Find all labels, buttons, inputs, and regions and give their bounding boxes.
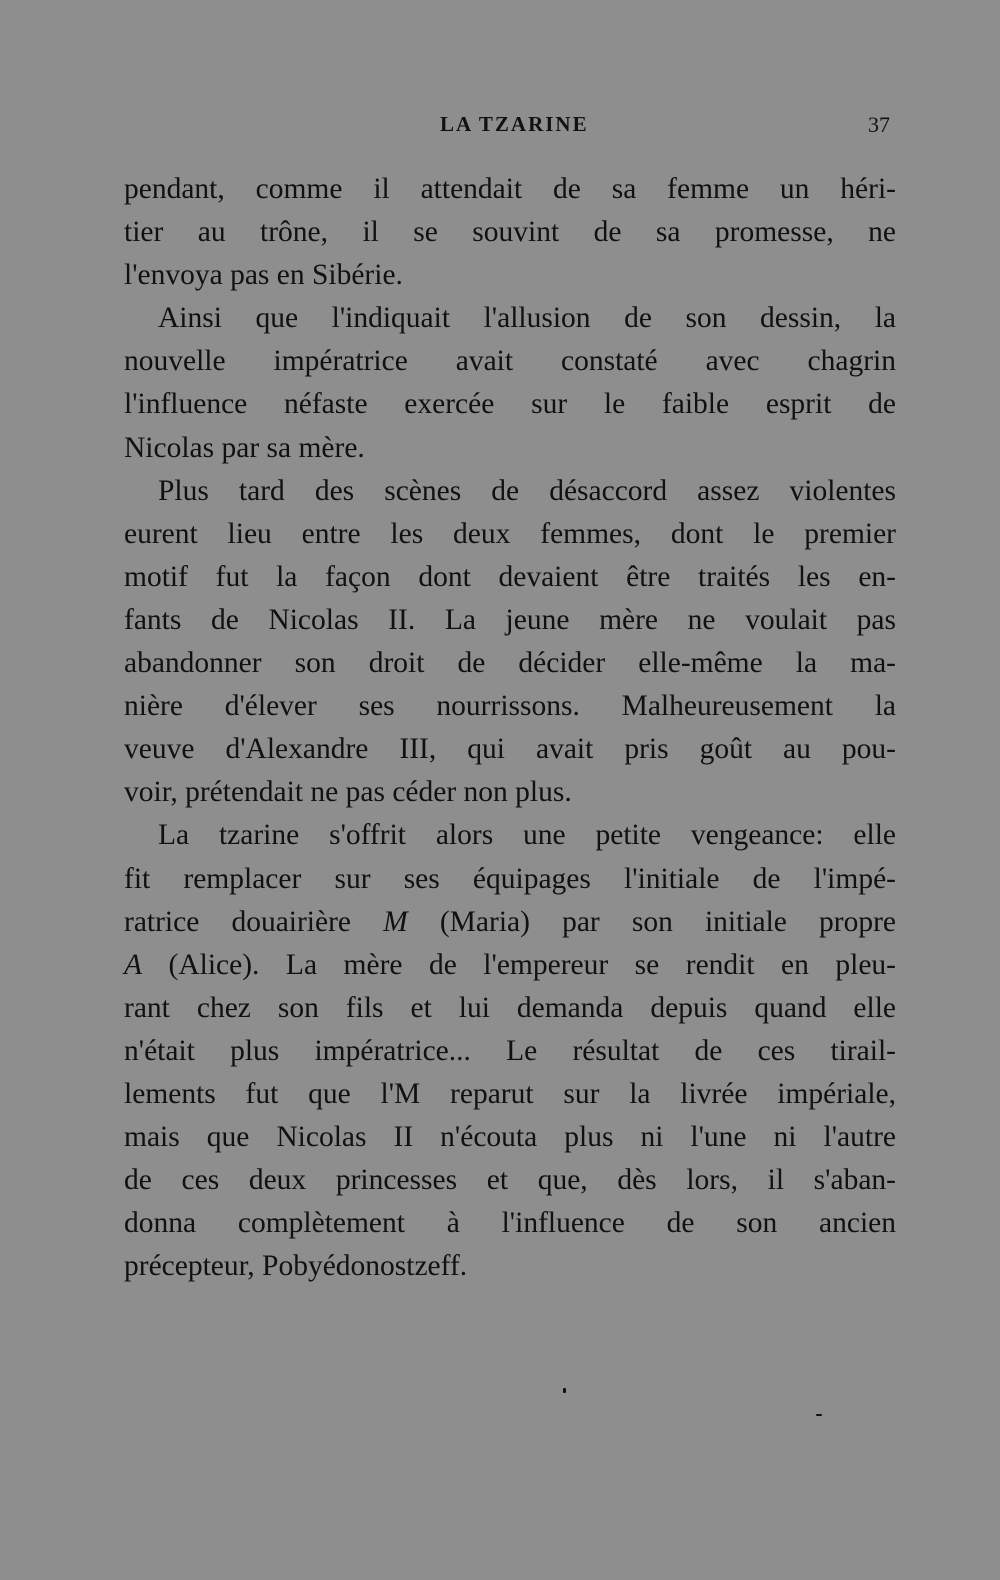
text-line: fants de Nicolas II. La jeune mère ne voulait pas [124, 603, 896, 636]
text-line: mais que Nicolas II n'écouta plus ni l'une ni l'autre [124, 1121, 896, 1154]
text-segment: (Alice). La mère de l'empereur se rendit en pleu- [142, 948, 896, 981]
text-line: abandonner son droit de décider elle-même la ma- [124, 647, 896, 680]
italic-initial: A [124, 948, 143, 981]
page-number: 37 [868, 112, 890, 137]
text-line: nière d'élever ses nourrissons. Malheureusement la [124, 690, 896, 723]
text-line: Ainsi que l'indiquait l'allusion de son dessin, la [158, 302, 896, 335]
text-line: La tzarine s'offrit alors une petite vengeance: elle [158, 819, 896, 852]
body-text [124, 168, 896, 1288]
scan-speck [816, 1414, 822, 1416]
text-line: rant chez son fils et lui demanda depuis quand elle [124, 991, 896, 1024]
italic-initial: M [383, 905, 408, 938]
text-line: pendant, comme il attendait de sa femme un héri- [124, 173, 896, 205]
text-line: Plus tard des scènes de désaccord assez violentes [158, 474, 896, 507]
text-line: fit remplacer sur ses équipages l'initiale de l'impé- [124, 862, 896, 895]
text-line: l'envoya pas en Sibérie. [124, 259, 403, 292]
text-line: veuve d'Alexandre III, qui avait pris goût au pou- [124, 733, 896, 766]
text-line: lements fut que l'M reparut sur la livrée impériale, [124, 1077, 896, 1110]
running-head [0, 112, 1000, 142]
running-title: LA TZARINE [440, 112, 589, 136]
text-line: voir, prétendait ne pas céder non plus. [124, 776, 572, 809]
text-line: de ces deux princesses et que, dès lors, il s'aban- [124, 1164, 896, 1197]
text-line: tier au trône, il se souvint de sa promesse, ne [124, 216, 896, 249]
text-line: donna complètement à l'influence de son ancien [124, 1207, 896, 1240]
text-line-with-italic [124, 944, 896, 987]
text-line: précepteur, Pobyédonostzeff. [124, 1250, 468, 1283]
text-line: n'était plus impératrice... Le résultat de ces tirail- [124, 1034, 896, 1067]
text-line: Nicolas par sa mère. [124, 431, 365, 464]
text-line: nouvelle impératrice avait constaté avec chagrin [124, 345, 896, 378]
text-line: l'influence néfaste exercée sur le faible esprit de [124, 388, 896, 421]
text-segment: ratrice douairière [124, 905, 384, 938]
text-line-with-italic [124, 901, 896, 944]
text-line: eurent lieu entre les deux femmes, dont le premier [124, 517, 896, 550]
text-line: motif fut la façon dont devaient être traités les en- [124, 560, 896, 593]
text-segment: (Maria) par son initiale propre [407, 905, 897, 938]
scan-speck [563, 1388, 566, 1393]
